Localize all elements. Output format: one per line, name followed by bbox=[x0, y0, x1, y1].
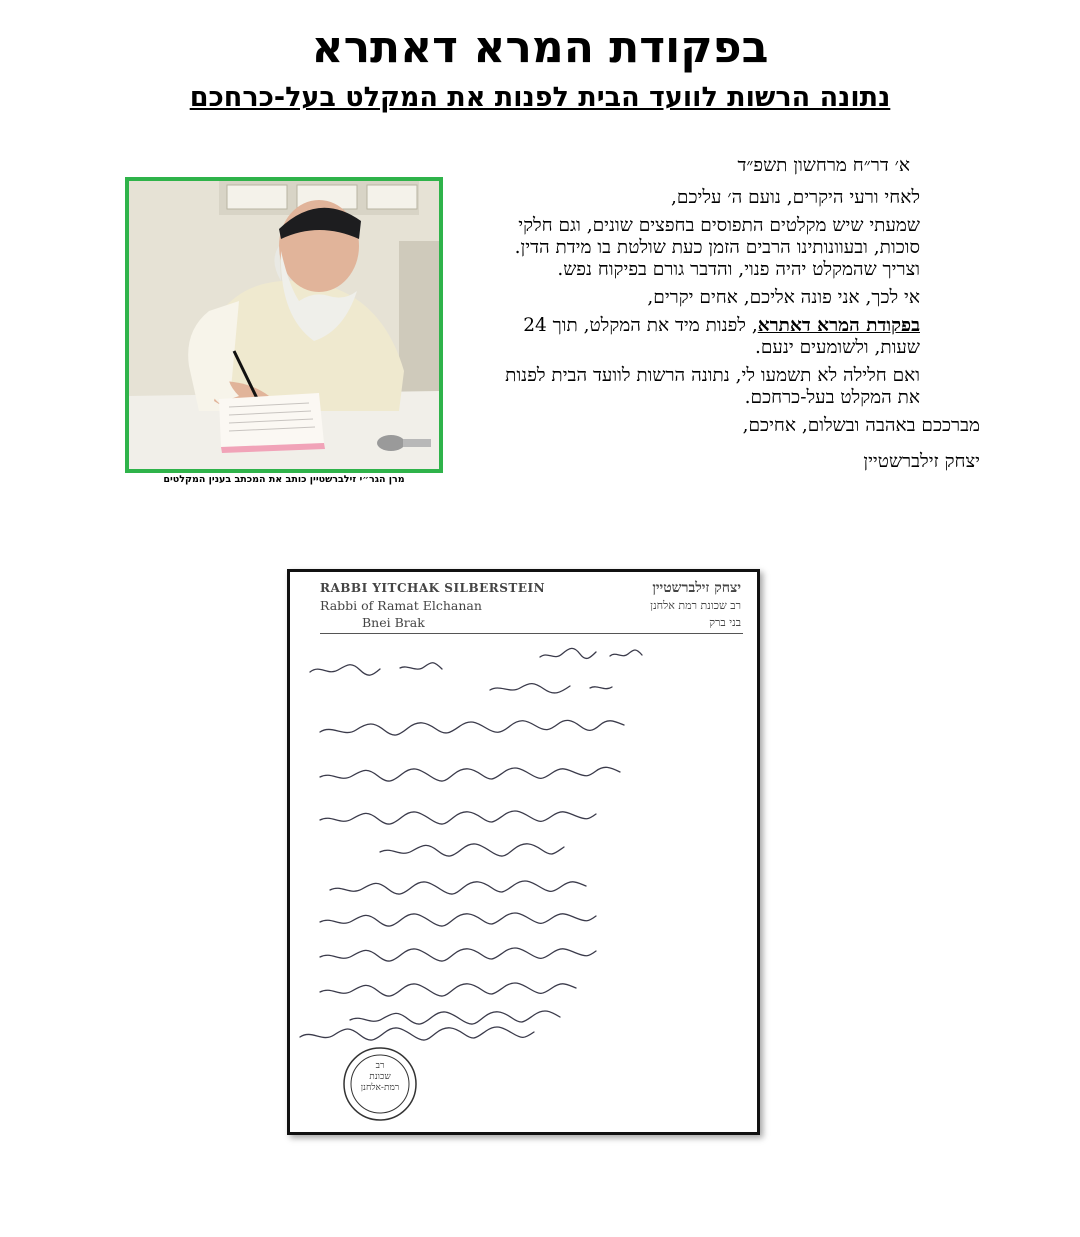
letterhead-he-city: בני ברק bbox=[709, 616, 741, 629]
letter-paragraph-2: אי לכך, אני פונה אליכם, אחים יקרים, bbox=[647, 287, 920, 308]
stamp-line-3: רמת-אלחנן bbox=[360, 1083, 400, 1093]
letterhead-he-role: רב שכונת רמת אלחנן bbox=[650, 599, 741, 612]
stamp-line-1: רב bbox=[375, 1061, 385, 1071]
letter-paragraph-1: שמעתי שיש מקלטים התפוסים בחפצים שונים, וגם חלקי סוכות, ובעוונותינו הרבים הזמן כעת שולטת בו מידת הדין. וצריך שהמקלט יהיה פנוי, והדבר גורם בפיקוח נפש. bbox=[514, 215, 920, 280]
letter-closing: מברככם באהבה ובשלום, אחיכם, bbox=[742, 415, 980, 436]
letterhead-he-name: יצחק זילברשטיין bbox=[652, 580, 741, 596]
letter-paragraph-3 bbox=[480, 315, 920, 359]
handwritten-letter-scan bbox=[287, 569, 760, 1135]
letter-greeting: לאחי ורעי היקרים, נועם ה׳ עליכם, bbox=[671, 187, 920, 208]
letterhead-en-role: Rabbi of Ramat Elchanan bbox=[320, 598, 482, 613]
rabbi-writing-photo bbox=[125, 177, 443, 473]
letterhead-en-name: RABBI YITCHAK SILBERSTEIN bbox=[320, 581, 546, 595]
letterhead-en-city: Bnei Brak bbox=[362, 615, 425, 630]
page-subtitle: נתונה הרשות לוועד הבית לפנות את המקלט בעל-כרחכם bbox=[189, 82, 891, 113]
stamp-text bbox=[330, 1061, 430, 1094]
letter-date: א׳ דר״ח מרחשון תשפ״ד bbox=[737, 155, 910, 176]
letter-text bbox=[480, 155, 980, 479]
page-title: בפקודת המרא דאתרא bbox=[311, 22, 769, 73]
letter-command-phrase: בפקודת המרא דאתרא bbox=[757, 315, 920, 336]
stamp-line-2: שכונת bbox=[369, 1072, 391, 1082]
letter-paragraph-4: ואם חלילה לא תשמעו לי, נתונה הרשות לוועד הבית לפנות את המקלט בעל-כרחכם. bbox=[505, 365, 920, 408]
letter-signature: יצחק זילברשטיין bbox=[863, 451, 980, 472]
photo-caption: מרן הגר״י זילברשטיין כותב את המכתב בענין המקלטים bbox=[163, 474, 405, 485]
letter-paragraph-3-rest: , לפנות מיד את המקלט, תוך 24 שעות, ולשומעים ינעם. bbox=[523, 315, 920, 358]
